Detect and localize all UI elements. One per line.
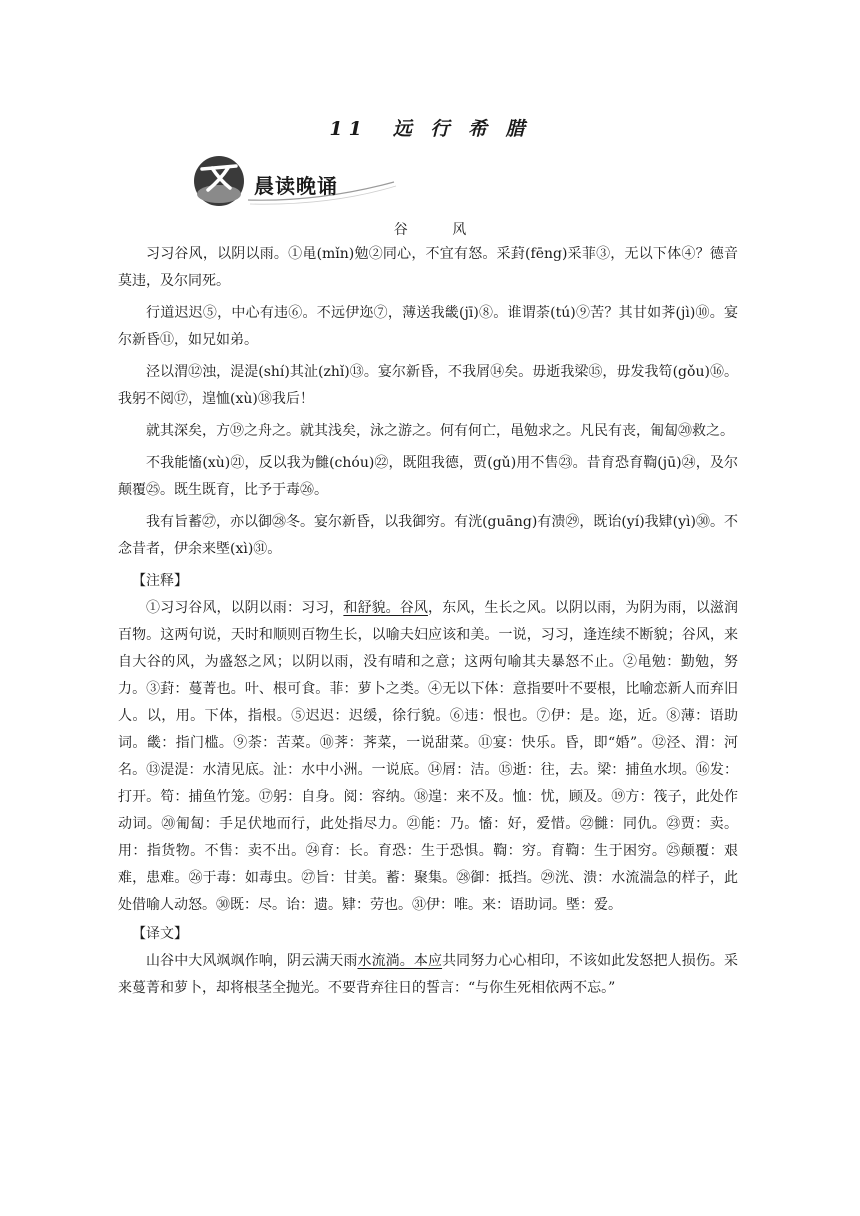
translation-heading: 【译文】 (132, 926, 188, 942)
poem-stanza: 就其深矣，方⑲之舟之。就其浅矣，泳之游之。何有何亡，黾勉求之。凡民有丧，匍匐⑳救之。 (146, 423, 734, 439)
translation-text: 山谷中大风飒飒作响，阴云满天雨 (146, 953, 358, 969)
translation-paragraph (118, 948, 738, 1002)
notes-text: ①习习谷风，以阴以雨：习习， (146, 600, 344, 616)
poem-stanza: 习习谷风，以阴以雨。①黾(mǐn)勉②同心，不宜有怒。采葑(fēng)采菲③，无以下体④？德音莫违，及尔同死。 (118, 246, 738, 289)
notes-heading: 【注释】 (132, 573, 188, 589)
translation-underlined-text: 水流淌。本应 (357, 953, 443, 969)
main-content (118, 241, 738, 1007)
page-title: 11 远 行 希 腊 (329, 118, 531, 140)
notes-text: ，东风，生长之风。以阴以雨，为阴为雨，以滋润百物。这两句说，天时和顺则百物生长，以喻夫妇应该和美。一说，习习，逢连续不断貌；谷风，来自大谷的风，为盛怒之风；以阴以雨，没有晴和之意；这两句喻其夫暴怒不止。②黾勉：勤勉，努力。③葑：蔓菁也。叶、根可食。菲：萝卜之类。④无以下体：意指要叶不要根，比喻恋新人而弃旧人。以，用。下体，指根。⑤迟迟：迟缓，徐行貌。⑥违：恨也。⑦伊：是。迩，近。⑧薄：语助词。畿：指门槛。⑨荼：苦菜。⑩荠：荠菜，一说甜菜。⑪宴：快乐。昏，即“婚”。⑫泾、渭：河名。⑬湜湜：水清见底。沚：水中小洲。一说底。⑭屑：洁。⑮逝：往，去。梁：捕鱼水坝。⑯发：打开。笱：捕鱼竹笼。⑰躬：自身。阅：容纳。⑱遑：来不及。恤：忧，顾及。⑲方：筏子，此处作动词。⑳匍匐：手足伏地而行，此处指尽力。㉑能：乃。慉：好，爱惜。㉒雠：同仇。㉓贾：卖。用：指货物。不售：卖不出。㉔育：长。育恐：生于恐惧。鞫：穷。育鞫：生于困穷。㉕颠覆：艰难，患难。㉖于毒：如毒虫。㉗旨：甘美。蓄：聚集。㉘御：抵挡。㉙洸、溃：水流湍急的样子，此处借喻人动怒。㉚既：尽。诒：遗。肄：劳也。㉛伊：唯。来：语助词。塈：爱。 (118, 600, 739, 913)
section-banner (190, 154, 400, 212)
poem-stanza: 不我能慉(xù)㉑，反以我为雠(chóu)㉒，既阻我德，贾(gǔ)用不售㉓。昔育恐育鞫(jū)㉔，及尔颠覆㉕。既生既育，比予于毒㉖。 (118, 455, 738, 498)
poem-stanza: 泾以渭⑫浊，湜湜(shí)其沚(zhǐ)⑬。宴尔新昏，不我屑⑭矣。毋逝我梁⑮，毋发我笱(gǒu)⑯。我躬不阅⑰，遑恤(xù)⑱我后！ (118, 364, 738, 407)
notes-paragraph (118, 595, 738, 919)
notes-underlined-text: 和舒貌。谷风 (343, 600, 428, 616)
banner-label: 晨读晚诵 (254, 174, 338, 198)
translation-text: 共同努力心心相印，不该如此发怒把人损伤。采来蔓菁和萝卜，却将根茎全抛光。不要背弃往日的誓言：“与你生死相依两不忘。” (118, 953, 739, 996)
poem-title: 谷 风 (393, 222, 487, 238)
poem-stanza: 行道迟迟⑤，中心有违⑥。不远伊迩⑦，薄送我畿(jī)⑧。谁谓荼(tú)⑨苦？其甘如荠(jì)⑩。宴尔新昏⑪，如兄如弟。 (118, 305, 738, 348)
poem-stanza: 我有旨蓄㉗，亦以御㉘冬。宴尔新昏，以我御穷。有洸(guāng)有溃㉙，既诒(yí)我肄(yì)㉚。不念昔者，伊余来塈(xì)㉛。 (118, 514, 738, 557)
